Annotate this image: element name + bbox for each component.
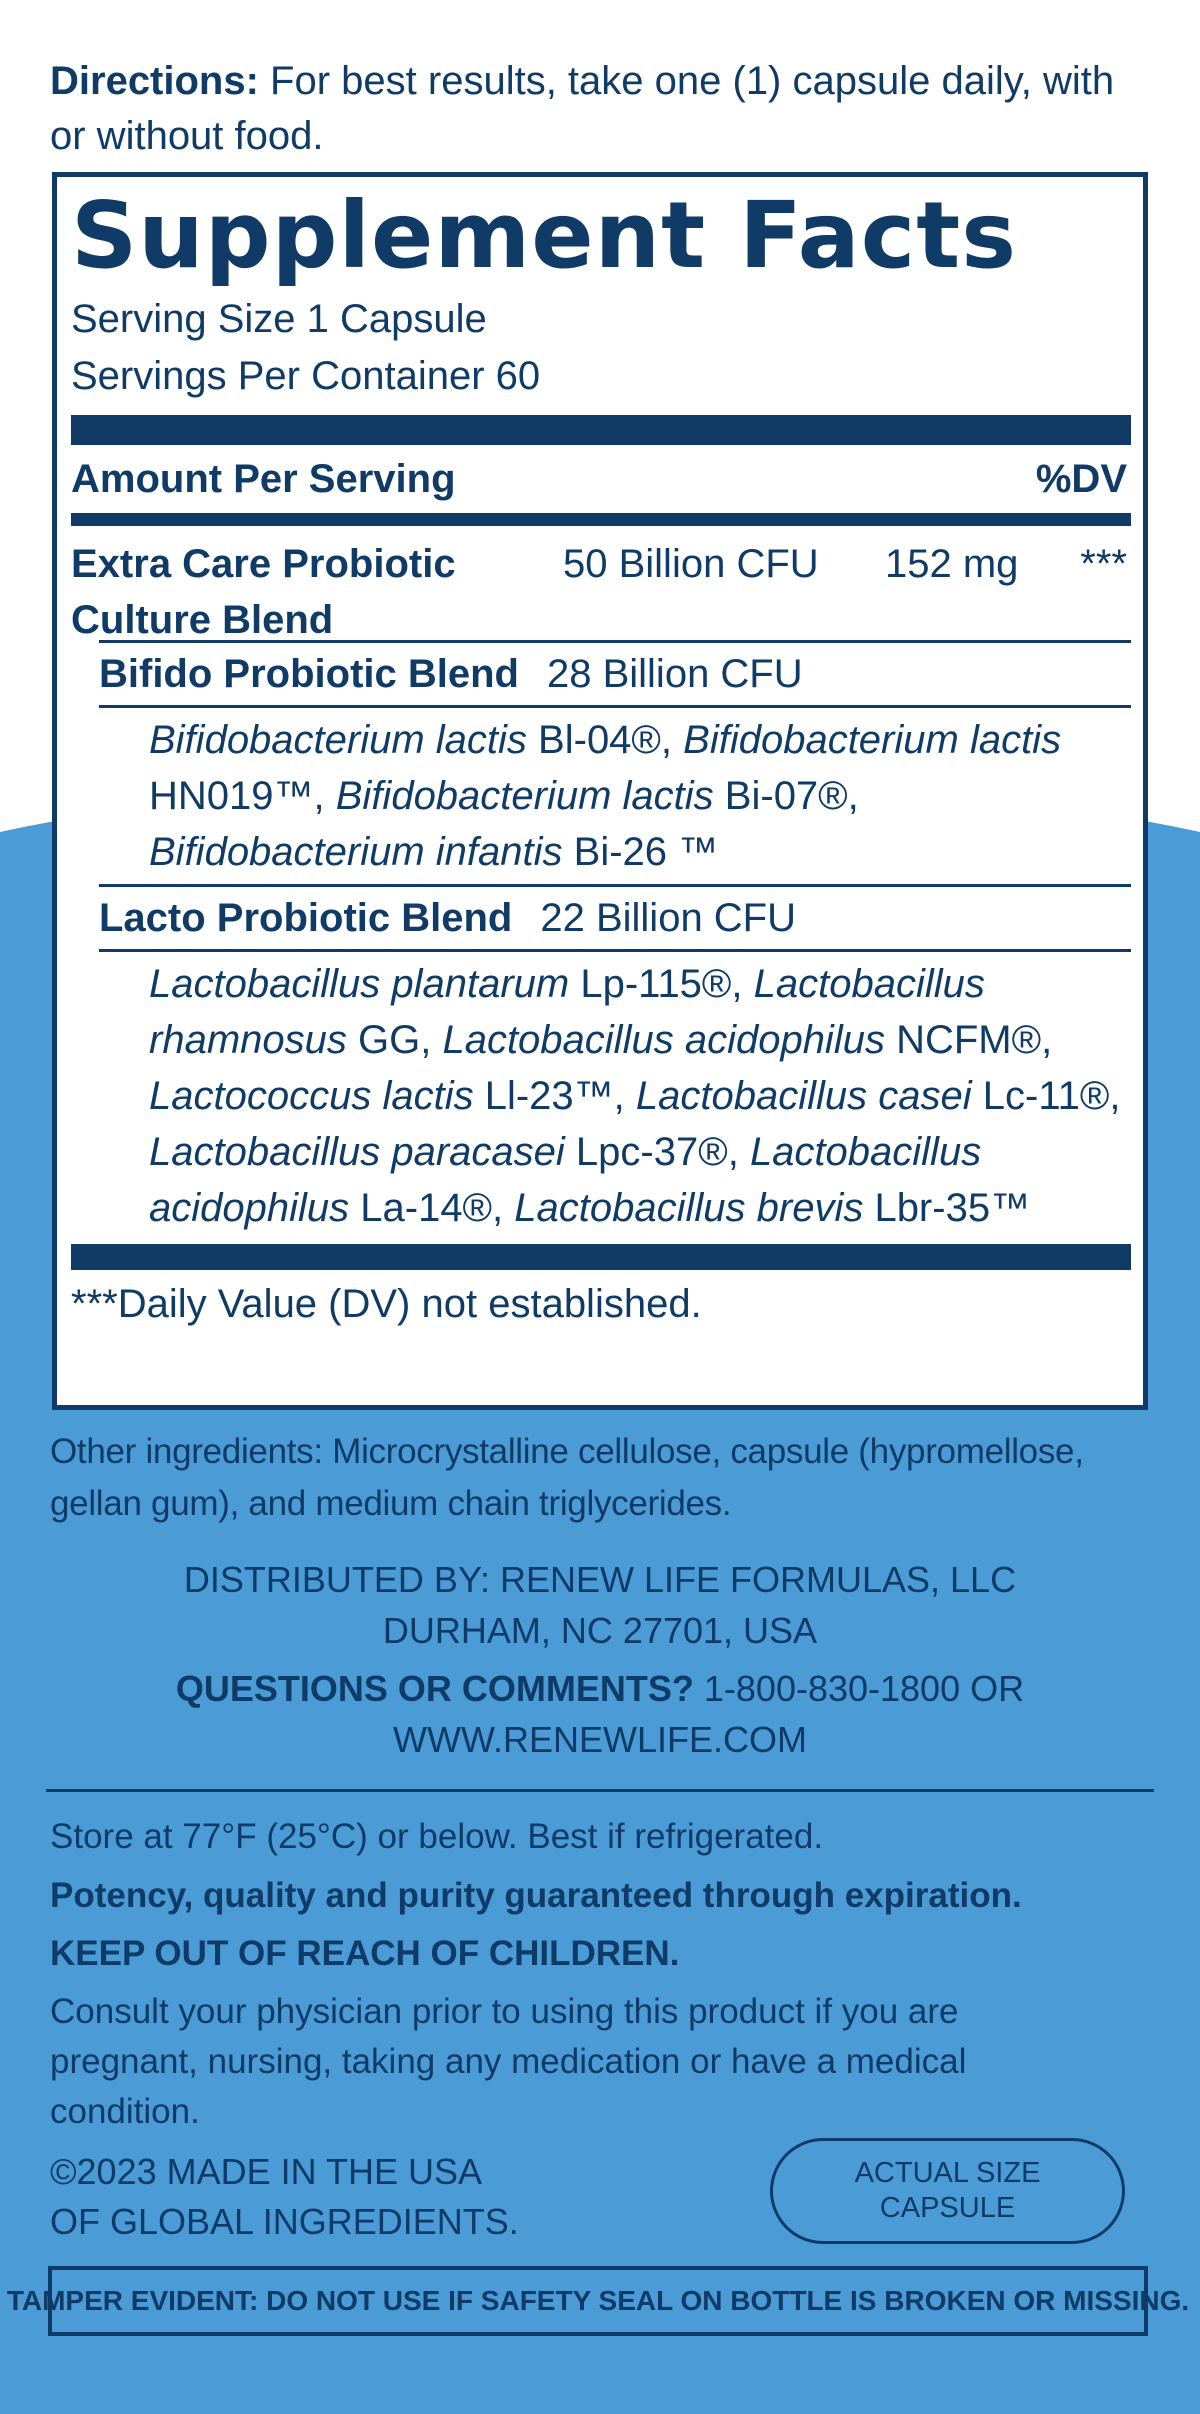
strain-species: Lactobacillus rhamnosus (149, 962, 985, 1062)
strain-item (442, 1018, 1052, 1062)
directions-body: For best results, take one (1) capsule daily, with or without food. (50, 59, 1115, 158)
actual-size-capsule (770, 2138, 1125, 2244)
servings-per-container: Servings Per Container 60 (71, 354, 541, 398)
strain-species: Lactococcus lactis (149, 1074, 474, 1118)
questions-line (0, 1663, 1200, 1715)
strain-code: Lp-115® (569, 962, 732, 1006)
distributor-line1: DISTRIBUTED BY: RENEW LIFE FORMULAS, LLC (183, 1559, 1017, 1600)
serving-size: Serving Size 1 Capsule (71, 297, 487, 341)
strain-separator: , (313, 774, 336, 818)
strain-code: Ll-23™ (473, 1074, 614, 1118)
keep-out-text (50, 1929, 1170, 1979)
main-blend-row (71, 526, 1131, 640)
strain-species: Lactobacillus plantarum (149, 962, 570, 1006)
strain-separator: , (731, 962, 754, 1006)
lacto-blend-row (99, 887, 1131, 949)
main-blend-name: Extra Care Probiotic Culture Blend (71, 542, 456, 642)
amount-per-serving-label: Amount Per Serving (71, 456, 456, 501)
bifido-blend-name: Bifido Probiotic Blend (99, 652, 519, 696)
strain-species: Bifidobacterium lactis (149, 718, 527, 762)
potency-bold: Potency, quality and purity guaranteed through expiration. (50, 1876, 1022, 1915)
strain-item (149, 1130, 750, 1174)
strain-code: Bl-04® (526, 718, 661, 762)
keep-out-bold: KEEP OUT OF REACH OF CHILDREN. (50, 1934, 680, 1973)
amount-header-row (71, 445, 1131, 513)
questions-label: QUESTIONS OR COMMENTS? (175, 1668, 694, 1709)
main-blend-cfu: 50 Billion CFU (563, 542, 819, 586)
strain-code: HN019™ (149, 774, 314, 818)
bifido-blend-cfu: 28 Billion CFU (546, 652, 803, 696)
lacto-strain-list (149, 952, 1131, 1240)
dv-header-label: %DV (1035, 456, 1127, 501)
strain-item (149, 830, 718, 874)
strain-separator: , (1109, 1074, 1121, 1118)
made-in-line1: ©2023 MADE IN THE USA (50, 2151, 482, 2192)
main-blend-mg: 152 mg (885, 542, 1019, 586)
section-divider (46, 1789, 1154, 1792)
supplement-facts-panel (52, 172, 1148, 1410)
strain-code: Lpc-37® (564, 1130, 728, 1174)
strain-separator: , (420, 1018, 443, 1062)
made-in-line2: OF GLOBAL INGREDIENTS. (50, 2201, 519, 2242)
tamper-evident-box: TAMPER EVIDENT: DO NOT USE IF SAFETY SEAL ON BOTTLE IS BROKEN OR MISSING. (48, 2266, 1148, 2336)
potency-text (50, 1871, 1170, 1921)
strain-item (149, 1074, 636, 1118)
directions-label: Directions: (50, 59, 259, 103)
strain-code: Lbr-35™ (863, 1186, 1031, 1230)
strain-species: Lactobacillus acidophilus (442, 1018, 885, 1062)
dv-footnote: ***Daily Value (DV) not established. (71, 1282, 702, 1326)
strain-species: Bifidobacterium lactis (335, 774, 714, 818)
bifido-blend-section (99, 640, 1131, 1240)
lacto-blend-cfu: 22 Billion CFU (540, 896, 797, 940)
strain-item (514, 1186, 1030, 1230)
strain-item (336, 774, 859, 818)
strain-code: La-14® (349, 1186, 493, 1230)
strain-item (149, 718, 683, 762)
directions-text (50, 54, 1160, 164)
strain-separator: , (613, 1074, 636, 1118)
storage-text: Store at 77°F (25°C) or below. Best if refrigerated. (50, 1817, 824, 1856)
strain-separator: , (727, 1130, 750, 1174)
strain-species: Lactobacillus acidophilus (149, 1130, 982, 1230)
strain-code: Bi-26 ™ (562, 830, 719, 874)
lacto-blend-name: Lacto Probiotic Blend (99, 896, 513, 940)
strain-code: Bi-07® (713, 774, 848, 818)
strain-separator: , (660, 718, 684, 762)
bifido-strain-list (149, 708, 1131, 884)
strain-code: NCFM® (884, 1018, 1042, 1062)
strain-species: Bifidobacterium infantis (149, 830, 563, 874)
facts-title: Supplement Facts (71, 182, 1017, 289)
medium-divider (71, 513, 1131, 526)
thick-divider (71, 415, 1131, 445)
strain-item (149, 962, 754, 1006)
bifido-blend-row (99, 643, 1131, 705)
strain-code: GG (346, 1018, 421, 1062)
main-blend-dv: *** (1080, 542, 1127, 586)
thick-divider (71, 1244, 1131, 1270)
strain-species: Lactobacillus casei (635, 1074, 972, 1118)
strain-separator: , (1041, 1018, 1053, 1062)
strain-separator: , (492, 1186, 515, 1230)
phone-number: 1-800-830-1800 OR (693, 1668, 1025, 1709)
website: WWW.RENEWLIFE.COM (393, 1719, 807, 1760)
strain-species: Lactobacillus brevis (514, 1186, 864, 1230)
capsule-line2: CAPSULE (879, 2192, 1016, 2224)
strain-species: Lactobacillus paracasei (149, 1130, 565, 1174)
strain-code: Lc-11® (971, 1074, 1110, 1118)
distributor-line2: DURHAM, NC 27701, USA (382, 1610, 818, 1651)
strain-separator: , (847, 774, 859, 818)
capsule-line1: ACTUAL SIZE (854, 2157, 1041, 2189)
strain-species: Bifidobacterium lactis (683, 718, 1062, 762)
other-ingredients: Other ingredients: Microcrystalline cellulose, capsule (hypromellose, gellan gum), and medium chain triglycerides. (50, 1432, 1084, 1523)
strain-item (636, 1074, 1121, 1118)
consult-text: Consult your physician prior to using this product if you are pregnant, nursing, taking any medication or have a medical condition. (50, 1992, 967, 2131)
